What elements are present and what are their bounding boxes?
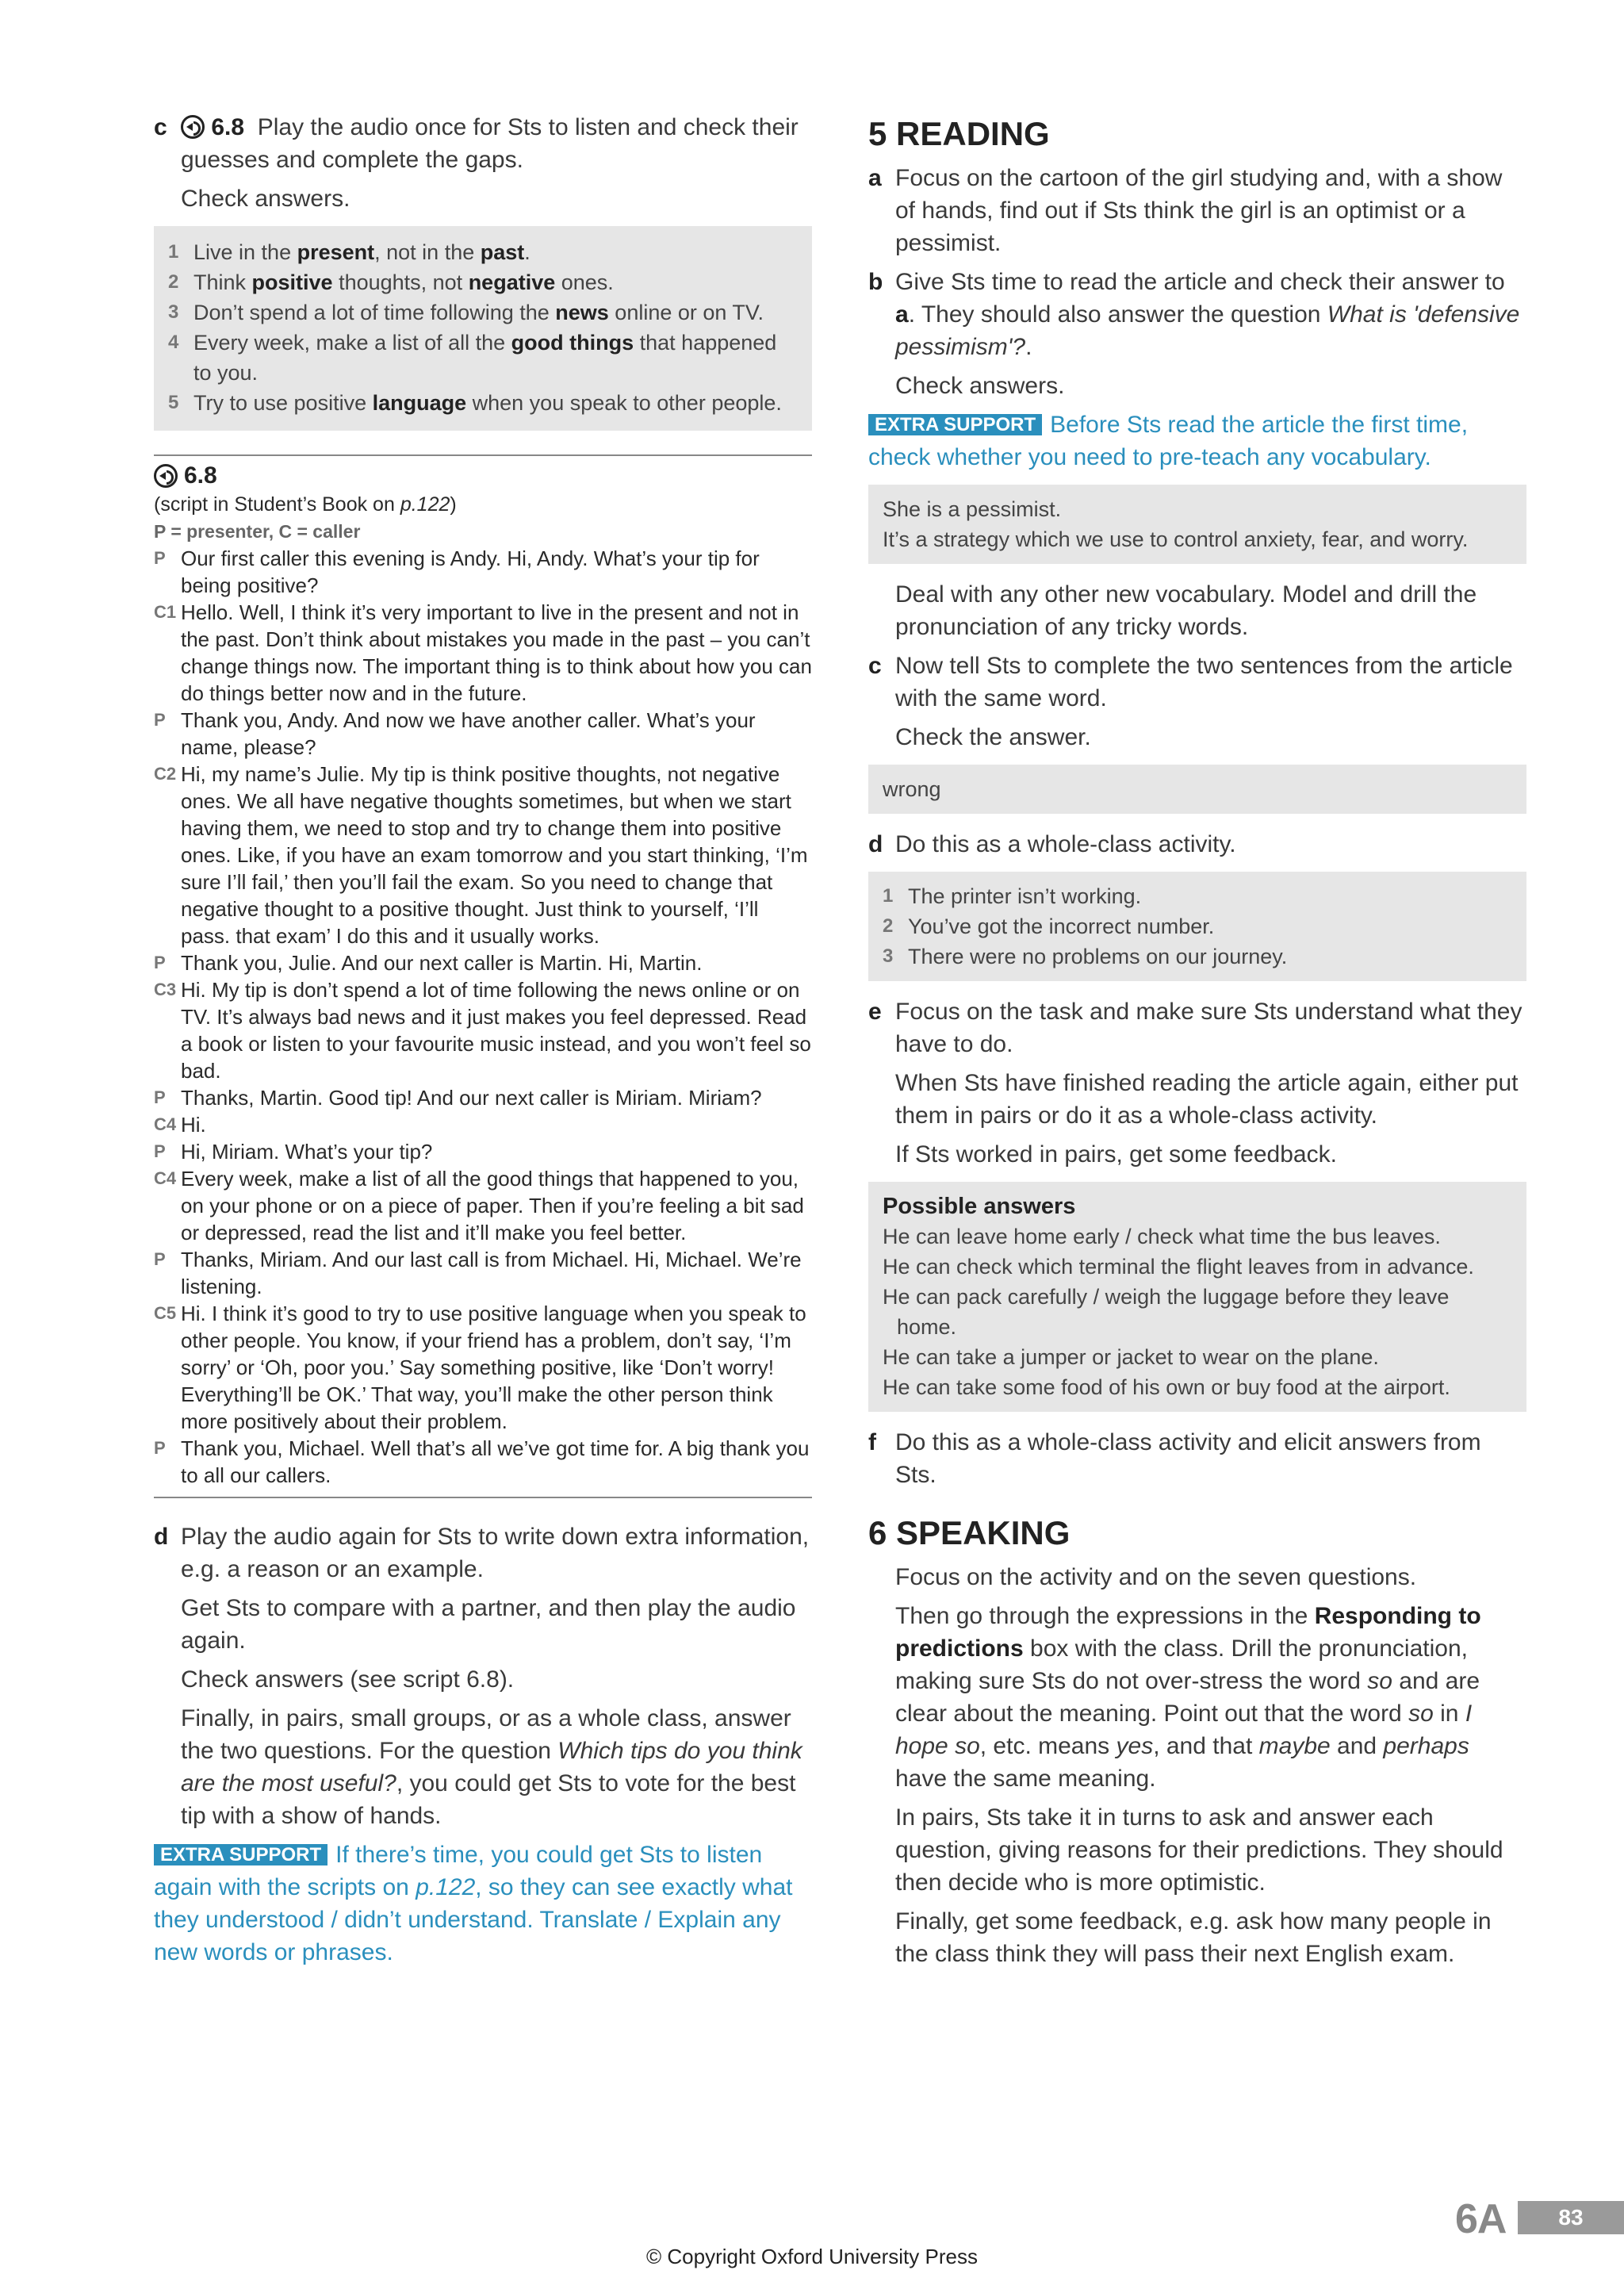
script-text: Hi. I think it’s good to try to use positive language when you speak to other people. You know, if your friend has a problem, don’t say, ‘I’m sorry’ or ‘Oh, poor you.’ Say something positive, like ‘Don’t worry! Everything’ll be OK.’ That way, you’ll make the other person think more positively about their problem. xyxy=(181,1302,806,1433)
script-text: Hi, my name’s Julie. My tip is think positive thoughts, not negative ones. We all have negative thoughts sometimes, but when we start having them, we need to stop and try to change them into positive ones. Like, if you have an exam tomorrow and you start thinking, ‘I’m sure I’ll fail,’ then you’ll fail the exam. So you need to change that negative thought to a positive thought. Just think to yourself, ‘I’ll pass. that exam’ I do this and it usually works. xyxy=(181,762,808,948)
left-column xyxy=(154,111,812,1975)
script-text: Thanks, Martin. Good tip! And our next caller is Miriam. Miriam? xyxy=(181,1086,762,1110)
answer-row: 2 Think positive thoughts, not negative ones. xyxy=(168,270,614,294)
script-heading xyxy=(154,462,812,489)
speaker-label: P xyxy=(154,710,166,730)
audio-icon xyxy=(181,115,205,139)
script-line xyxy=(154,1435,812,1489)
step-d-p3: Check answers (see script 6.8). xyxy=(181,1666,515,1693)
step-b-p2: Deal with any other new vocabulary. Model and drill the pronunciation of any tricky words. xyxy=(895,581,1477,640)
step-text: Play the audio once for Sts to listen and check their guesses and complete the gaps. xyxy=(181,114,799,173)
step-label: c xyxy=(154,114,167,140)
script-line xyxy=(154,976,812,1084)
step-d xyxy=(154,1520,812,1586)
speaker-label: C1 xyxy=(154,602,177,622)
step-e-p2: When Sts have finished reading the article again, either put them in pairs or do it as a whole-class activity. xyxy=(895,1070,1519,1129)
script-line xyxy=(154,761,812,949)
speaker-label: P xyxy=(154,548,166,568)
step-b: b Give Sts time to read the article and check their answer to a. They should also answer the question What is 'defensive pessimism'?. xyxy=(868,269,1520,360)
step-e: e Focus on the task and make sure Sts understand what they have to do. xyxy=(868,999,1522,1057)
speaker-label: P xyxy=(154,1249,166,1269)
answer-box-d: 1 The printer isn’t working. 2 You’ve got the incorrect number. 3 There were no problems on our journey. xyxy=(868,872,1526,981)
script-text: Thank you, Julie. And our next caller is Martin. Hi, Martin. xyxy=(181,951,703,975)
section-title-reading: 5 READING xyxy=(868,115,1050,152)
step-label: d xyxy=(154,1524,169,1550)
speaking-p2: Then go through the expressions in the Responding to predictions box with the class. Drill the pronunciation, making sure Sts do not over-stress the word so and are clear about the meaning. Point out that the word so in I hope so, etc. means yes, and that maybe and perhaps have the same meaning. xyxy=(895,1603,1481,1792)
speaker-label: C3 xyxy=(154,980,177,999)
script-line xyxy=(154,1084,812,1111)
answer-box-b: She is a pessimist. It’s a strategy which we use to control anxiety, fear, and worry. xyxy=(868,485,1526,564)
speaker-label: C4 xyxy=(154,1168,177,1188)
answer-box xyxy=(154,226,812,431)
script-text: Hi. My tip is don’t spend a lot of time following the news online or on TV. It’s always bad news and it just makes you feel depressed. Read a book or listen to your favourite music instead, and you won’t feel so bad. xyxy=(181,978,811,1083)
audio-number: 6.8 xyxy=(211,114,245,140)
script-text: Hello. Well, I think it’s very important to live in the present and not in the past. Don’t think about mistakes you made in the past – you can’t change things now. The important thing is to think about how you can do things better now and in the future. xyxy=(181,600,812,705)
script-text: Our first caller this evening is Andy. Hi, Andy. What’s your tip for being positive? xyxy=(181,546,760,597)
answer-box-c: wrong xyxy=(868,765,1526,814)
step-b-check: Check answers. xyxy=(895,373,1065,399)
answer-row: 3 Don’t spend a lot of time following the news online or on TV. xyxy=(168,301,764,324)
script-text: Thank you, Andy. And now we have another caller. What’s your name, please? xyxy=(181,708,756,759)
step-c-check: Check the answer. xyxy=(895,724,1091,750)
step-text: Play the audio again for Sts to write down extra information, e.g. a reason or an example. xyxy=(181,1524,810,1582)
speaker-label: P xyxy=(154,1087,166,1107)
script-text: Hi. xyxy=(181,1113,206,1137)
script-source: (script in Student’s Book on p.122) xyxy=(154,493,457,516)
answer-row: 5 Try to use positive language when you speak to other people. xyxy=(168,391,782,415)
script-text: Thanks, Miriam. And our last call is from Michael. Hi, Michael. We’re listening. xyxy=(181,1248,802,1298)
script-lines xyxy=(154,545,812,1489)
section-title-speaking: 6 SPEAKING xyxy=(868,1514,1071,1551)
step-f: f Do this as a whole-class activity and elicit answers from Sts. xyxy=(868,1429,1481,1488)
speaking-p1: Focus on the activity and on the seven questions. xyxy=(895,1564,1417,1590)
speaker-label: P xyxy=(154,1438,166,1458)
step-a: a Focus on the cartoon of the girl studying and, with a show of hands, find out if Sts think the girl is an optimist or a pessimist. xyxy=(868,165,1503,256)
extra-support-tag: EXTRA SUPPORT xyxy=(154,1844,327,1865)
step-d-p2: Get Sts to compare with a partner, and then play the audio again. xyxy=(181,1595,796,1654)
page-number: 83 xyxy=(1518,2201,1624,2234)
speaker-label: P xyxy=(154,1141,166,1161)
script-text: Every week, make a list of all the good things that happened to you, on your phone or on a piece of paper. Then if you’re feeling a bit sad or depressed, read the list and it’ll make you feel better. xyxy=(181,1167,804,1244)
speaker-label: C2 xyxy=(154,764,177,784)
script-text: Hi, Miriam. What’s your tip? xyxy=(181,1140,433,1164)
possible-answers-box: Possible answers He can leave home early / check what time the bus leaves. He can check which terminal the flight leaves from in advance. He can pack carefully / weigh the luggage before they leave home. He can take a jumper or jacket to wear on the plane. He can take some food of his own or buy food at the airport. xyxy=(868,1182,1526,1412)
step-c xyxy=(154,111,812,176)
extra-support-tag: EXTRA SUPPORT xyxy=(868,414,1042,435)
section-code: 6A xyxy=(1455,2196,1507,2242)
speaking-p4: Finally, get some feedback, e.g. ask how many people in the class think they will pass their next English exam. xyxy=(895,1908,1492,1967)
script-number: 6.8 xyxy=(184,462,217,489)
speaking-p3: In pairs, Sts take it in turns to ask and answer each question, giving reasons for their predictions. They should then decide who is more optimistic. xyxy=(895,1804,1503,1896)
script-legend: P = presenter, C = caller xyxy=(154,521,361,542)
script-line xyxy=(154,545,812,599)
script-text: Thank you, Michael. Well that’s all we’ve got time for. A big thank you to all our callers. xyxy=(181,1436,810,1487)
step-e-p3: If Sts worked in pairs, get some feedback. xyxy=(895,1141,1337,1168)
step-c-check: Check answers. xyxy=(181,186,350,212)
speaker-label: C5 xyxy=(154,1303,177,1323)
answer-row: 1 Live in the present, not in the past. xyxy=(168,240,530,264)
possible-answers-title: Possible answers xyxy=(883,1194,1076,1219)
copyright-notice: © Copyright Oxford University Press xyxy=(646,2245,978,2268)
script-line xyxy=(154,599,812,707)
script-line xyxy=(154,1138,812,1165)
extra-support-note: EXTRA SUPPORT Before Sts read the article the first time, check whether you need to pre-teach any vocabulary. xyxy=(868,412,1469,470)
script-line xyxy=(154,1165,812,1246)
script-line xyxy=(154,1246,812,1300)
script-line xyxy=(154,1300,812,1435)
step-c: c Now tell Sts to complete the two sentences from the article with the same word. xyxy=(868,653,1513,711)
extra-support-note: EXTRA SUPPORT If there’s time, you could get Sts to listen again with the scripts on p.122, so they can see exactly what they understood / didn’t understand. Translate / Explain any new words or phrases. xyxy=(154,1842,793,1965)
speaker-label: P xyxy=(154,953,166,972)
speaker-label: C4 xyxy=(154,1114,177,1134)
step-d: d Do this as a whole-class activity. xyxy=(868,831,1236,857)
audio-script xyxy=(154,454,812,1498)
audio-icon xyxy=(154,464,178,488)
script-line xyxy=(154,707,812,761)
right-column xyxy=(868,111,1526,1977)
step-d-p4: Finally, in pairs, small groups, or as a whole class, answer the two questions. For the question Which tips do you think are the most useful?, you could get Sts to vote for the best tip with a show of hands. xyxy=(181,1705,802,1829)
script-line xyxy=(154,949,812,976)
script-line xyxy=(154,1111,812,1138)
answer-row: 4 Every week, make a list of all the good things that happened to you. xyxy=(168,331,777,385)
